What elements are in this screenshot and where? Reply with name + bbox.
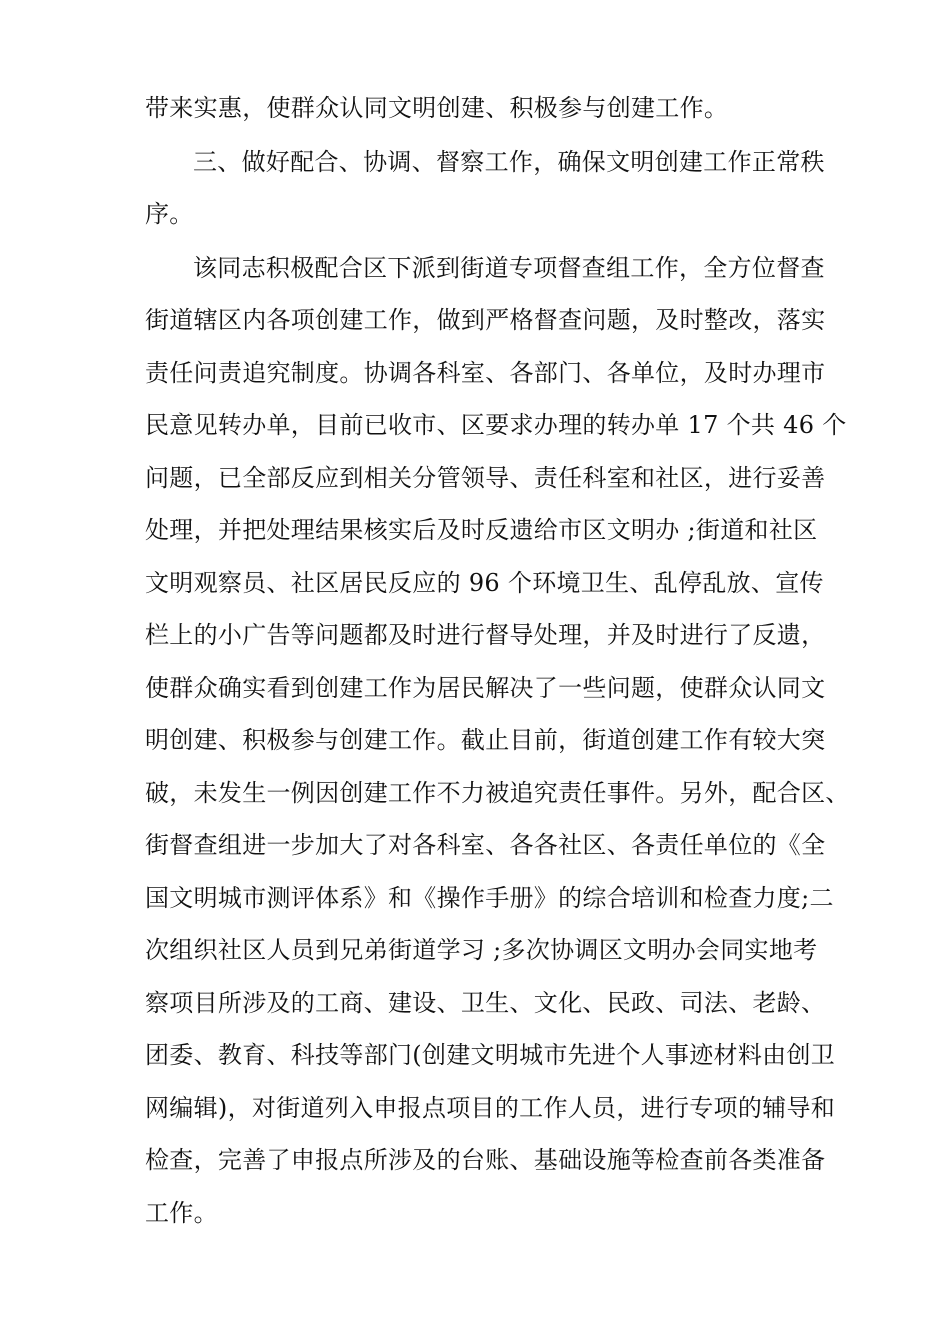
text-line: 该同志积极配合区下派到街道专项督查组工作，全方位督查: [193, 253, 825, 282]
text-line: 使群众确实看到创建工作为居民解决了一些问题，使群众认同文: [145, 673, 826, 702]
section-heading-paragraph: [145, 136, 825, 241]
paragraph-continuation: [145, 82, 815, 135]
text-line: 三、做好配合、协调、督察工作，确保文明创建工作正常秩: [193, 147, 825, 176]
text-line: 破，未发生一例因创建工作不力被追究责任事件。另外，配合区、: [145, 778, 850, 807]
text-line: 问题，已全部反应到相关分管领导、责任科室和社区，进行妥善: [145, 463, 826, 492]
text-line: 街督查组进一步加大了对各科室、各各社区、各责任单位的《全: [145, 831, 826, 859]
text-line: 国文明城市测评体系》和《操作手册》的综合培训和检查力度;二: [145, 883, 834, 912]
text-line: 网编辑)，对街道列入申报点项目的工作人员，进行专项的辅导和: [145, 1093, 836, 1122]
text-line: 次组织社区人员到兄弟街道学习 ;多次协调区文明办会同实地考: [145, 936, 818, 964]
text-line: 处理，并把处理结果核实后及时反遗给市区文明办 ;街道和社区: [145, 516, 818, 544]
text-line: 团委、教育、科技等部门(创建文明城市先进个人事迹材料由创卫: [145, 1041, 836, 1069]
text-line: 带来实惠，使群众认同文明创建、积极参与创建工作。: [145, 94, 729, 122]
text-line: 工作。: [145, 1198, 218, 1227]
text-line: 序。: [145, 200, 194, 228]
text-line: 检查，完善了申报点所涉及的台账、基础设施等检查前各类准备: [145, 1146, 826, 1174]
text-line: 街道辖区内各项创建工作，做到严格督查问题，及时整改，落实: [145, 306, 826, 334]
text-line: 明创建、积极参与创建工作。截止目前，街道创建工作有较大突: [145, 726, 826, 754]
text-line: 文明观察员、社区居民反应的 96 个环境卫生、乱停乱放、宣传: [145, 568, 824, 597]
text-line: 栏上的小广告等问题都及时进行督导处理，并及时进行了反遗，: [145, 621, 826, 649]
text-line: 民意见转办单，目前已收市、区要求办理的转办单 17 个共 46 个: [145, 411, 847, 439]
document-body: [145, 82, 850, 1239]
body-paragraph: [145, 242, 850, 1240]
text-line: 责任问责追究制度。协调各科室、各部门、各单位，及时办理市: [145, 358, 826, 387]
text-line: 察项目所涉及的工商、建设、卫生、文化、民政、司法、老龄、: [145, 988, 826, 1017]
